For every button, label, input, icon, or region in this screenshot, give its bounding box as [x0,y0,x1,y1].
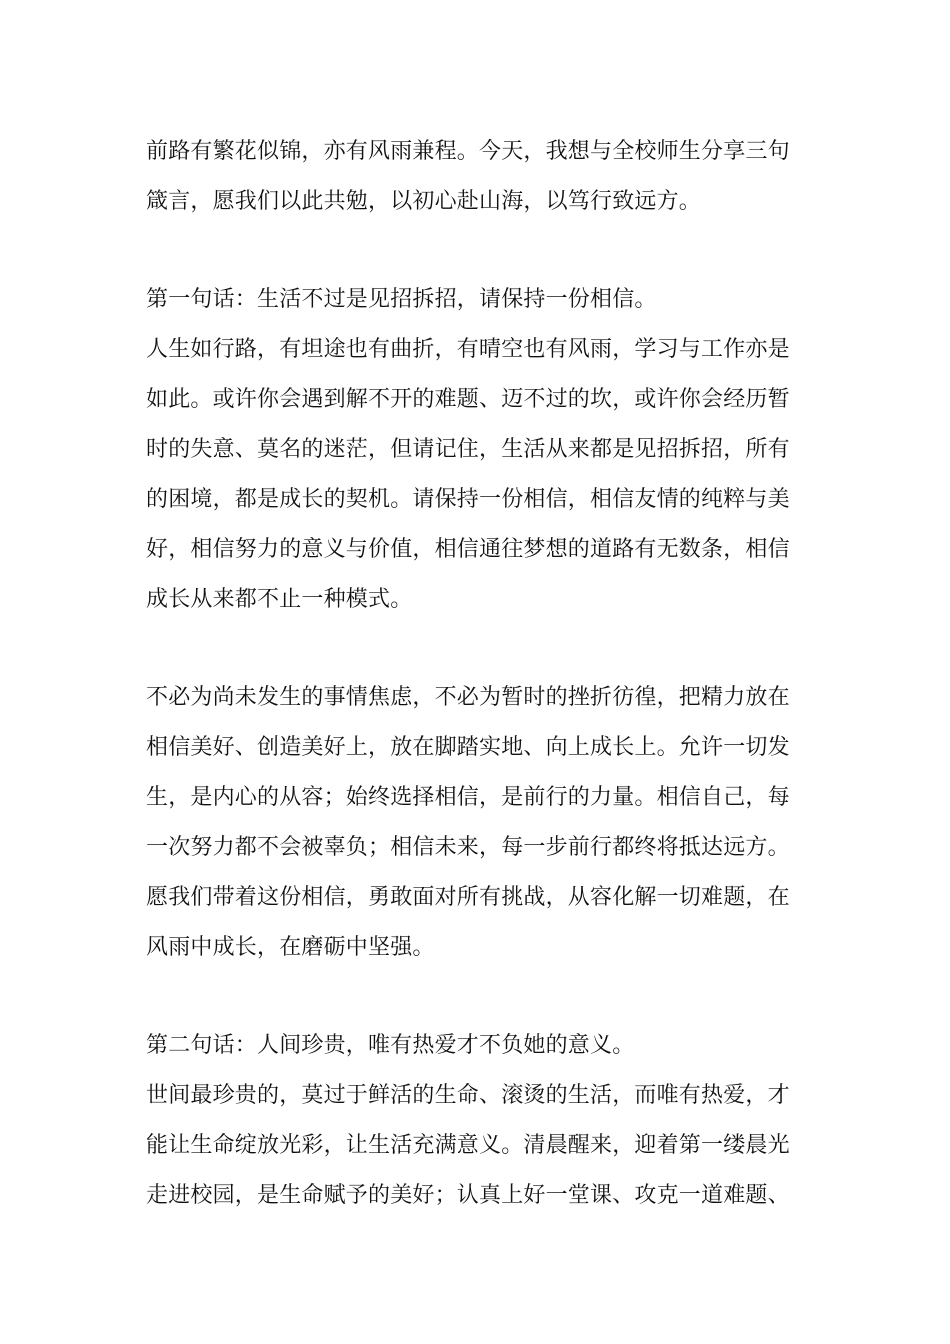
paragraph-line: 成长从来都不止一种模式。 [146,587,413,612]
paragraph-line: 相信美好、创造美好上，放在脚踏实地、向上成长上。允许一切发 [146,735,790,760]
section-heading-2: 第二句话：人间珍贵，唯有热爱才不负她的意义。 [146,1033,635,1058]
intro-line-2: 箴言，愿我们以此共勉，以初心赴山海，以笃行致远方。 [146,189,702,214]
paragraph-line: 如此。或许你会遇到解不开的难题、迈不过的坎，或许你会经历暂 [146,387,790,412]
paragraph-line: 世间最珍贵的，莫过于鲜活的生命、滚烫的生活，而唯有热爱，才 [146,1083,790,1108]
paragraph-line: 一次努力都不会被辜负；相信未来，每一步前行都终将抵达远方。 [146,835,790,860]
paragraph-line: 走进校园，是生命赋予的美好；认真上好一堂课、攻克一道难题、 [146,1183,790,1208]
paragraph-line: 时的失意、莫名的迷茫，但请记住，生活从来都是见招拆招，所有 [146,437,790,462]
paragraph-line: 生，是内心的从容；始终选择相信，是前行的力量。相信自己，每 [146,785,790,810]
paragraph-line: 风雨中成长，在磨砺中坚强。 [146,935,435,960]
paragraph-line: 不必为尚未发生的事情焦虑，不必为暂时的挫折彷徨，把精力放在 [146,685,790,710]
paragraph-line: 人生如行路，有坦途也有曲折，有晴空也有风雨，学习与工作亦是 [146,337,790,362]
paragraph-line: 好，相信努力的意义与价值，相信通往梦想的道路有无数条，相信 [146,537,790,562]
paragraph-line: 能让生命绽放光彩，让生活充满意义。清晨醒来，迎着第一缕晨光 [146,1133,790,1158]
section-heading-1: 第一句话：生活不过是见招拆招，请保持一份相信。 [146,287,657,312]
paragraph-line: 的困境，都是成长的契机。请保持一份相信，相信友情的纯粹与美 [146,487,790,512]
paragraph-line: 愿我们带着这份相信，勇敢面对所有挑战，从容化解一切难题，在 [146,885,790,910]
intro-line-1: 前路有繁花似锦，亦有风雨兼程。今天，我想与全校师生分享三句 [146,139,790,164]
